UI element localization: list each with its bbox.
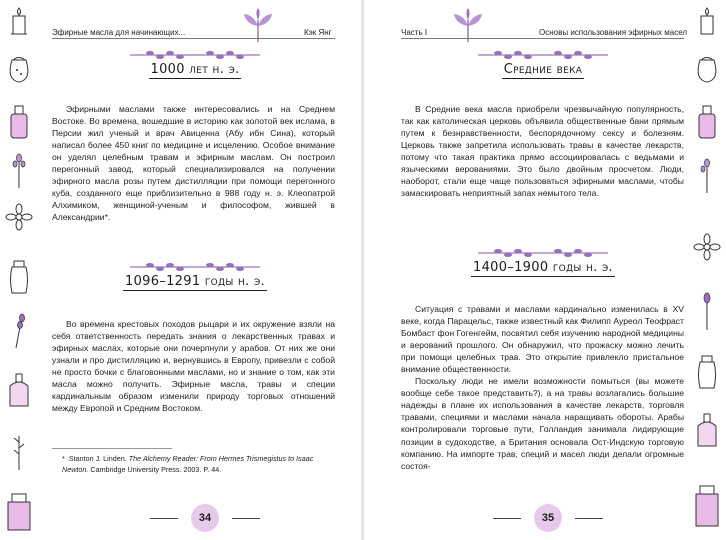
- page-number-rule-left: [150, 518, 178, 519]
- lavender-icon: [692, 290, 722, 330]
- right-page: [363, 0, 726, 540]
- page-number-block: [150, 504, 260, 534]
- flower-icon: [692, 230, 722, 264]
- footnote-publisher: Cambridge University Press. 2003. P. 44.: [90, 464, 222, 474]
- section-title: 1400–1900 годы н. э.: [473, 260, 613, 275]
- section-body: [401, 303, 684, 472]
- section-title: Средние века: [503, 62, 583, 77]
- left-margin-doodles: [0, 0, 38, 540]
- right-margin-doodles: [688, 0, 726, 540]
- page-number-rule-right: [232, 518, 260, 519]
- bottle-icon: [4, 370, 34, 410]
- lavender-icon: [4, 150, 34, 190]
- paragraph: В Средние века масла приобрели чрезвычайную популярность, так как католическая церковь объявила общественные бани прямым путем к безнравственности, беспорядочному сексу и болезням. Церковь также запретила использовать травы в качестве лекарств, потому что такая практика прямо ассоциировалась с ведьмами и языческими верованиями. Это было двойным просчетом. Люди, наоборот, стали еще чаще пользоваться эфирными маслами, чтобы замаскировать неприятный запах немытого тела.: [401, 104, 684, 199]
- laurel-icon: [120, 262, 270, 272]
- section-body: [52, 103, 335, 223]
- paragraph: Эфирными маслами также интересовались и на Среднем Востоке. Во времена, вошедшие в историю как золотой век ислама, в Персии жил ученый и врач Авиценна (Абу ибн Сина), который написал более 450 книг по медицине и исцелению. Особое внимание он уделял целебным травам и эфирным маслам. Он построил перегонный завод, который специализировался на получении эфирного масла розы путем дистилляции при помощи перегонного куба, созданного еще приблизительно в 988 году н. э. Клеопатрой Алхимиком, женщиной-ученым и философом, жившей в Александрии*.: [52, 104, 335, 223]
- footnote: [62, 454, 330, 475]
- pouch-icon: [4, 50, 34, 84]
- laurel-icon: [468, 50, 618, 60]
- jar-icon: [692, 470, 722, 530]
- page-number-block: [493, 504, 603, 534]
- bottle-icon: [692, 410, 722, 450]
- footnote-author: Stanton J. Linden.: [68, 454, 127, 463]
- paragraph: Ситуация с травами и маслами кардинально изменилась в XV веке, когда Парацельс, также известный как Филипп Ауреол Теофраст Бомбаст фон Гогенгейм, посвятил себя изучению народной медицины и верований прошлого. Он обнаружил, что прожаску можно лечить при помощи целебных трав. Это открытие привлекло пристальное внимание общественности.: [401, 304, 684, 375]
- running-head-chapter: Основы использования эфирных масел: [539, 28, 688, 37]
- bottle-icon: [692, 102, 722, 140]
- candle-icon: [692, 4, 722, 38]
- section-body: [401, 103, 684, 199]
- running-head-rule: [52, 38, 335, 39]
- page-number: 35: [534, 504, 562, 532]
- page-number-rule-right: [575, 518, 603, 519]
- lavender-icon: [692, 155, 722, 195]
- section-heading: [458, 50, 628, 79]
- bottle-icon: [4, 102, 34, 140]
- page-number-rule-left: [493, 518, 521, 519]
- laurel-icon: [468, 248, 618, 258]
- section-body: [52, 318, 335, 414]
- sprig-icon: [448, 8, 488, 42]
- running-head-book-title: Эфирные масла для начинающих...: [52, 28, 186, 37]
- section-heading: [110, 50, 280, 79]
- page-number: 34: [191, 504, 219, 532]
- candle-icon: [4, 4, 34, 38]
- flower-icon: [4, 200, 34, 234]
- section-title: 1000 лет н. э.: [150, 62, 240, 77]
- footnote-title: The Alchemy Reader: From Hermes Trismegistus to Isaac Newton.: [62, 454, 314, 474]
- running-head-part: Часть I: [401, 28, 428, 37]
- jar-icon: [4, 255, 34, 295]
- section-heading: [458, 248, 628, 277]
- lavender-icon: [4, 430, 34, 470]
- running-head-author: Кэк Янг: [304, 28, 332, 37]
- running-head-rule: [401, 38, 684, 39]
- lavender-icon: [4, 310, 34, 350]
- paragraph: Во времена крестовых походов рыцари и их окружение взяли на себя ответственность передать знания о лекарственных травах и эфирных маслах, которые они почерпнули у арабов. От них же они узнали и про дистилляцию и, вернувшись в Европу, привезли с собой не просто бочки с благовонными маслами, но и знание о том, как эти масла можно получить. Эфирные масла, травы и специи кардинальным образом изменили природу торговых отношений между Европой и Средним Востоком.: [52, 319, 335, 414]
- section-heading: [110, 262, 280, 291]
- sprig-icon: [238, 8, 278, 42]
- footnote-rule: [52, 448, 172, 449]
- section-title: 1096–1291 годы н. э.: [125, 274, 265, 289]
- paragraph: Поскольку люди не имели возможности помыться (вы можете вообще себе такое представить?), а на травы возлагались большие надежды в плане их использования в качестве лекарств, торговля травами, специями и маслами начала наращивать обороты. Арабы контролировали торговые пути, Голландия занимала лидирующие позиции в судоходстве, а Британия основала Ост-Индскую торговую компанию. На импорте трав, специй и масел люди делали огромные состоя-: [401, 376, 684, 471]
- footnote-marker: *: [62, 454, 65, 463]
- pouch-icon: [692, 50, 722, 84]
- laurel-icon: [120, 50, 270, 60]
- jar-icon: [692, 350, 722, 390]
- jar-icon: [4, 482, 34, 534]
